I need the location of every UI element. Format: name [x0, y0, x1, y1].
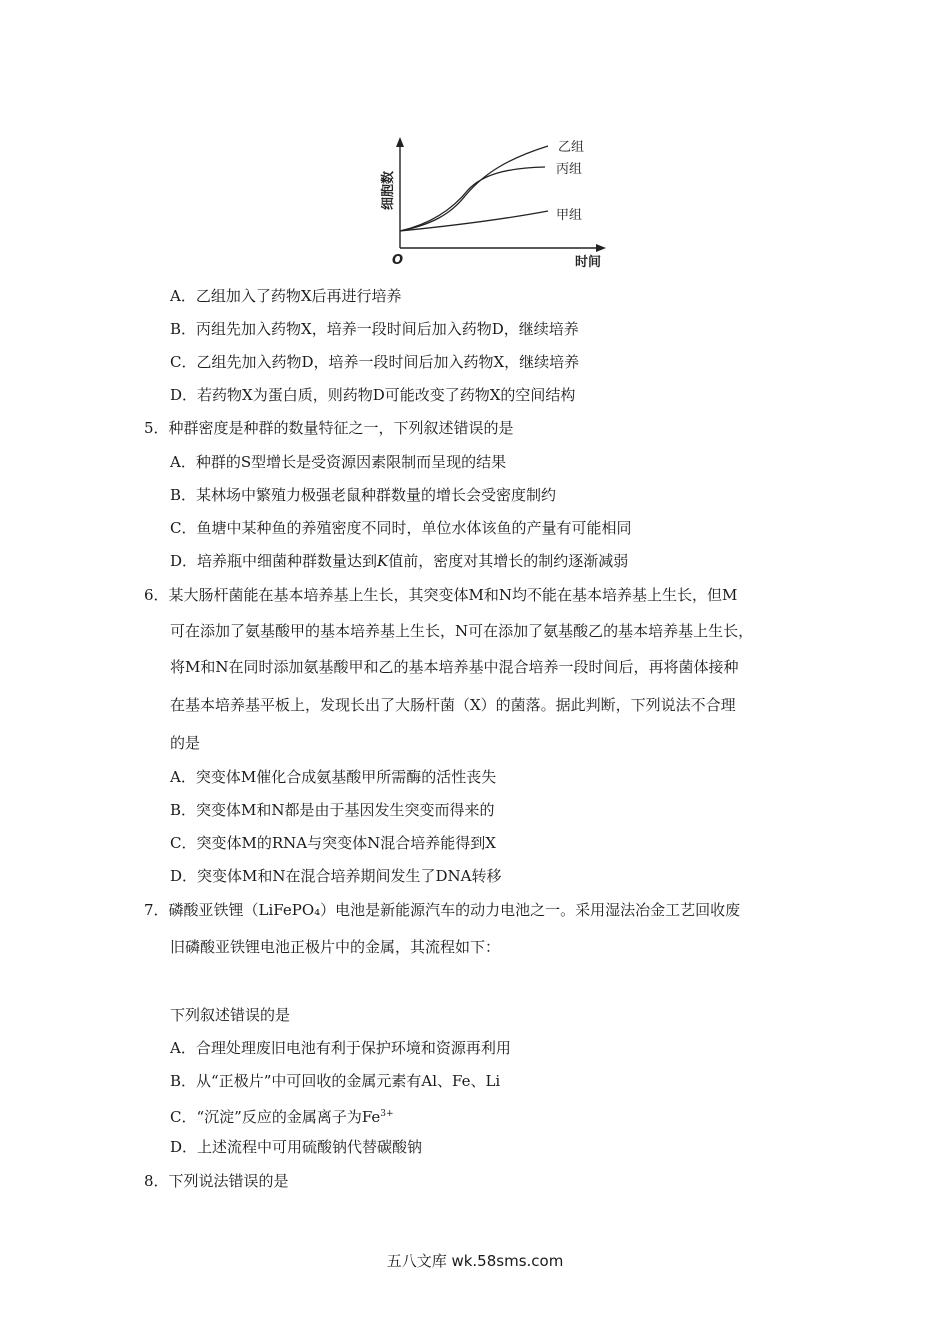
q7-option-c-text: C．“沉淀”反应的金属离子为Fe	[170, 1108, 381, 1126]
q7-stem-line-2: 旧磷酸亚铁锂电池正极片中的金属，其流程如下：	[170, 938, 501, 956]
curve-label-yi: 乙组	[558, 140, 585, 155]
q5-stem: 5．种群密度是种群的数量特征之一，下列叙述错误的是	[144, 419, 514, 437]
growth-curve-figure	[0, 0, 950, 280]
q5-option-d-k: K	[377, 552, 389, 570]
q7-option-a: A．合理处理废旧电池有利于保护环境和资源再利用	[170, 1039, 511, 1057]
q5-option-d-pre: D．培养瓶中细菌种群数量达到	[170, 552, 378, 570]
y-axis-arrow	[396, 137, 404, 147]
q6-stem-line-5: 的是	[170, 734, 201, 752]
q5-option-d-post: 值前，密度对其增长的制约逐渐减弱	[388, 552, 629, 570]
q6-stem-line-4: 在基本培养基平板上，发现长出了大肠杆菌（X）的菌落。据此判断，下列说法不合理	[170, 696, 736, 714]
curve-yi	[400, 146, 548, 231]
q7-option-c-charge: 3+	[380, 1109, 394, 1119]
q5-option-c: C．鱼塘中某种鱼的养殖密度不同时，单位水体该鱼的产量有可能相同	[170, 519, 632, 537]
q7-prompt: 下列叙述错误的是	[170, 1006, 291, 1024]
q6-option-b: B．突变体M和N都是由于基因发生突变而得来的	[170, 801, 495, 819]
q6-option-a: A．突变体M催化合成氨基酸甲所需酶的活性丧失	[170, 768, 497, 786]
q7-option-c	[170, 1104, 394, 1127]
x-axis-label: 时间	[575, 255, 602, 270]
y-axis-label: 细胞数	[381, 170, 396, 210]
q6-option-d: D．突变体M和N在混合培养期间发生了DNA转移	[170, 867, 502, 885]
curve-label-bing: 丙组	[556, 162, 583, 177]
q6-option-c: C．突变体M的RNA与突变体N混合培养能得到X	[170, 834, 496, 852]
q4-option-c: C．乙组先加入药物D，培养一段时间后加入药物X，继续培养	[170, 353, 580, 371]
q4-option-b: B．丙组先加入药物X，培养一段时间后加入药物D，继续培养	[170, 320, 579, 338]
q7-option-d: D．上述流程中可用硫酸钠代替碳酸钠	[170, 1138, 423, 1156]
footer-watermark: 五八文库 wk.58sms.com	[386, 1252, 564, 1270]
curve-label-jia: 甲组	[556, 208, 583, 223]
q6-stem-line-3: 将M和N在同时添加氨基酸甲和乙的基本培养基中混合培养一段时间后，再将菌体接种	[170, 658, 739, 676]
q4-option-a: A．乙组加入了药物X后再进行培养	[170, 287, 402, 305]
q7-option-b: B．从“正极片”中可回收的金属元素有Al、Fe、Li	[170, 1072, 501, 1090]
q5-option-a: A．种群的S型增长是受资源因素限制而呈现的结果	[170, 453, 507, 471]
curve-bing	[400, 167, 545, 231]
q6-stem-line-2: 可在添加了氨基酸甲的基本培养基上生长，N可在添加了氨基酸乙的基本培养基上生长，	[170, 622, 754, 640]
x-axis-arrow	[596, 244, 606, 252]
q5-option-b: B．某林场中繁殖力极强老鼠种群数量的增长会受密度制约	[170, 486, 557, 504]
q5-option-d	[170, 551, 628, 571]
origin-label: O	[392, 253, 404, 268]
q8-stem: 8．下列说法错误的是	[144, 1172, 289, 1190]
q7-stem-line-1: 7．磷酸亚铁锂（LiFePO₄）电池是新能源汽车的动力电池之一。采用湿法冶金工艺回收废	[144, 901, 741, 919]
q4-option-d: D．若药物X为蛋白质，则药物D可能改变了药物X的空间结构	[170, 386, 576, 404]
q6-stem-line-1: 6．某大肠杆菌能在基本培养基上生长，其突变体M和N均不能在基本培养基上生长，但M	[144, 586, 738, 604]
curve-jia	[400, 211, 548, 231]
